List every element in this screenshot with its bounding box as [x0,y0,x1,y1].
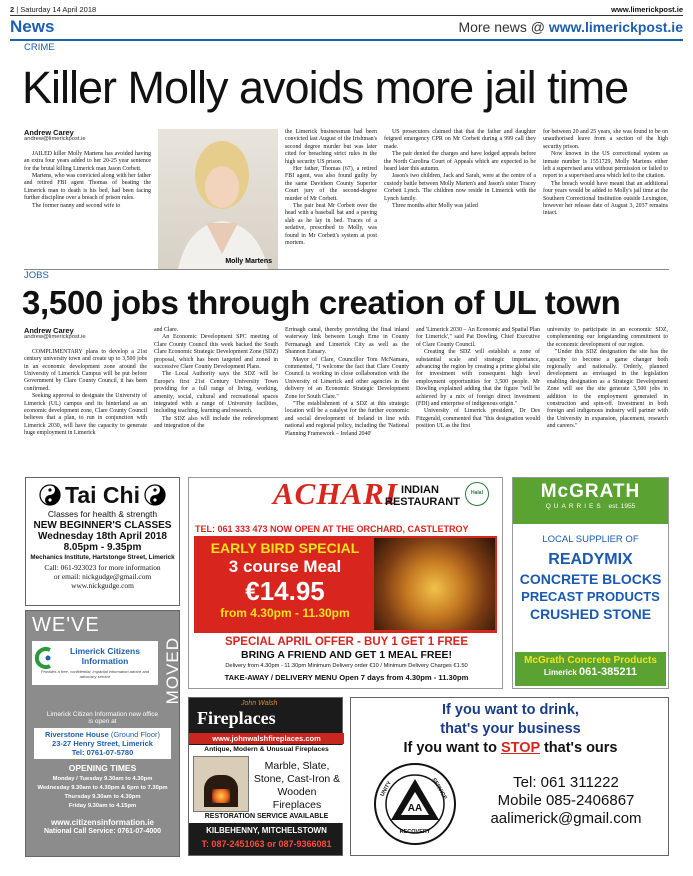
aa-ad[interactable] [350,697,669,856]
bring-friend: BRING A FRIEND AND GET 1 MEAL FREE! [241,649,452,661]
folio: 2 | Saturday 14 April 2018 [10,5,97,14]
citizens-address-card [34,728,171,759]
paragraph: Mayor of Clare, Councillor Tom McNamara, commented, "I welcome the fact that Clare County Council is working in close collaboration with the University of Limerick and other agencies in the delivery of an Economic Strategic Development Zone for South Clare." [285,356,409,400]
taichi-date: Wednesday 18th April 2018 [38,531,167,542]
meal-price: €14.95 [245,576,325,606]
mcgrath-stone: CRUSHED STONE [529,606,652,622]
yin-yang-icon [144,484,166,506]
fireplace-photo [193,756,249,812]
opening-time: Monday / Tuesday 9.30am to 4.30pm [52,776,153,782]
byline-email[interactable]: andrew@limerickpost.ie [24,136,86,143]
paragraph: university to participate in an economic SDZ, complementing our longstanding commitment to the economic development of our region. [547,327,668,348]
fireplaces-materials: Marble, Slate, Stone, Cast-Iron & Wooden Fireplaces [253,760,341,811]
fireplaces-antique: Antique, Modern & Unusual Fireplaces [204,746,329,753]
halal-label: Halal [471,490,483,496]
mcgrath-phone[interactable]: 061-385211 [579,666,638,678]
taichi-time: 8.05pm - 9.35pm [63,542,142,553]
story2-col1 [24,327,147,469]
aa-tel[interactable]: Tel: 061 311222 [513,774,619,791]
fireplaces-ad[interactable] [188,697,343,856]
citizens-addr1-floor: (Ground Floor) [108,730,161,739]
fireplaces-phones[interactable]: T: 087-2451063 or 087-9366081 [201,839,332,849]
aa-logo-left: UNITY [379,780,393,798]
paragraph: The former nanny and second wife to [32,202,121,209]
mcgrath-ad[interactable] [512,477,669,689]
paragraph: Three months after Molly was jailed [392,203,478,210]
paragraph: The Local Authority says the SDZ will be Europe's first 21st Century University Town providing for a full range of living, working, amenity, social, cultural and recreational spaces integrated with a range of University facilities, including teaching, learning and research. [154,371,278,415]
issue-date: Saturday 14 April 2018 [20,5,97,14]
paragraph: "The establishment of a SDZ at this strategic location will be a catalyst for the further economic and social development of Ireland in line with national and regional policy, including the 'National Planning Framework – Ireland 2040' [285,401,409,437]
achari-brand: ACHARI [273,476,398,511]
byline-author: Andrew Carey [24,128,74,137]
opening-time: Friday 9.30am to 4.15pm [68,803,137,809]
photo-caption: Molly Martens [225,258,272,265]
achari-food-photo [374,538,495,630]
citizens-provides: Provides a free, confidential, impartial information advice and advocacy service [40,669,150,679]
citizens-addr2: 23-27 Henry Street, Limerick [52,739,153,748]
citizens-web[interactable]: www.citizensinformation.ie [51,818,154,827]
aa-line3 [351,740,670,756]
mcgrath-sub: QUARRIES [545,503,604,510]
opening-times-title: OPENING TIMES [68,763,137,773]
mcgrath-est: est. 1955 [608,503,636,510]
mcgrath-footer [515,652,666,686]
aa-mobile[interactable]: Mobile 085-2406867 [497,792,635,809]
byline-author: Andrew Carey [24,326,74,335]
paragraph: and Clare. [154,327,179,333]
story2-col2 [154,327,278,469]
story1-headline[interactable]: Killer Molly avoids more jail time [22,62,629,113]
mcgrath-header [513,478,668,524]
early-bird: EARLY BIRD SPECIAL [210,540,360,556]
citizens-name1: Limerick Citizens [70,646,140,656]
aa-logo [373,762,457,846]
aa-logo-right: SERVICE [430,777,448,801]
header-site[interactable]: www.limerickpost.ie [611,5,683,14]
crime-kicker: CRIME [24,42,55,53]
halal-badge [465,482,489,506]
portrait-image [158,129,278,269]
fireplaces-web[interactable]: www.johnwalshfireplaces.com [189,733,344,744]
aa-line3a: If you want to [403,740,501,756]
taichi-tagline: Classes for health & strength [47,509,158,519]
section-title: News [10,17,55,36]
jobs-kicker: JOBS [24,270,49,281]
fireplaces-restoration: RESTORATION SERVICE AVAILABLE [204,813,329,820]
mcgrath-footer-name: McGrath Concrete Products [524,655,657,666]
story2-headline[interactable]: 3,500 jobs through creation of UL town [22,284,621,321]
mcgrath-footer-town: Limerick [543,668,579,677]
mcgrath-blocks: CONCRETE BLOCKS [519,571,662,587]
paragraph: and 'Limerick 2030 – An Economic and Spatial Plan for Limerick'," said Pat Dowling, Chief Executive of Clare County Council. [416,327,540,348]
story1-col1 [24,129,151,269]
citizens-ad[interactable] [25,610,180,857]
fireplaces-brand: Fireplaces [197,708,276,728]
achari-title2: RESTAURANT [385,496,460,508]
more-news[interactable] [458,19,683,35]
opening-time: Thursday 9.30am to 4.30pm [64,794,141,800]
citizens-name2: Information [81,656,129,666]
citizens-notice2: is open at [88,718,117,725]
taichi-email[interactable]: or email: nickgudge@gmail.com [53,572,152,581]
taichi-web[interactable]: www.nickgudge.com [71,581,134,590]
taichi-call: Call: 061-923023 for more information [44,563,161,572]
paragraph: University of Limerick president, Dr Des Fitzgerald, commented that "this designation would position UL as the first [416,408,540,430]
paragraph: for between 20 and 25 years, she was found to be on unauthorised leave from a section of the high security prison. [543,129,668,150]
header-bar [10,39,683,41]
paragraph: Seeking approval to designate the University of Limerick (UL) campus and its hinterland as an economic development zone, Clare County Council believes that a plan, to run in conjunction with Limerick 2030, will have the capacity to generate huge employment in Limerick [24,393,147,437]
paragraph: COMPLIMENTARY plans to develop a 21st century university town and create up to 3,500 jobs in an economic development zone around the University of Limerick Campus will be put before Government by Clare County Council, it has been confirmed. [24,348,147,392]
paragraph: Jason's two children, Jack and Sarah, were at the centre of a custody battle between Molly Marten's and Jason's sister Tracey Corbett Lynch. The children now reside in Limerick with the Lynch family. [384,173,536,202]
story1-col3 [384,129,536,269]
more-news-prefix: More news @ [458,19,549,35]
citizens-tel[interactable]: Tel: 0761-07-5780 [71,748,134,757]
paragraph: The pair denied the charges and have lodged appeals before the North Carolina Court of Appeals which are expected to be heard later this autumn. [384,151,536,173]
story1-col2 [285,129,377,269]
moved-label: MOVED [163,637,182,705]
aa-line2: that's your business [440,721,581,737]
citizens-addr1: Riverstone House [44,730,109,739]
paragraph: Errinagh canal, thereby providing the final inland waterway link between Lough Erne in County Fermanagh and Limerick City as well as the Shannon Estuary. [285,327,409,356]
paragraph: Her father, Thomas (67), a retired FBI agent, was also found guilty by the same Davidson County Superior Court jury of the second-degree murder of Mr Corbett. [285,166,377,202]
paragraph: the Limerick businessman had been convicted last August of the Irishman's second degree murder but was later cited for breaching strict rules in the high security US prison. [285,129,377,165]
byline-email[interactable]: andrew@limerickpost.ie [24,334,86,341]
story2-col3 [285,327,409,469]
paragraph: Creating the SDZ will establish a zone of substantial scale and strategic importance, advancing the region by creating a prime global site for investment with consequent high level employment opportunities for 3,500 people. Mr Dowling explained adding that the figure "will be achieved by a mix of foreign direct investment (FDI) and enterprise of indigenous origin." [416,349,540,408]
meal-hours: from 4.30pm - 11.30pm [220,606,350,620]
paragraph: Martens, who was convicted along with her father and retired FBI agent Thomas of beating the Limerick man to death is his bed, had been facing further discipline over a breach of prison rules. [24,173,151,202]
aa-stop: STOP [500,740,540,756]
paragraph: The SDZ also will include the redevelopment and integration of the [154,415,278,430]
takeaway-menu: TAKE-AWAY / DELIVERY MENU Open 7 days from 4.30pm - 11.30pm [224,673,469,682]
aa-logo-bottom: RECOVERY [399,829,431,835]
taichi-venue: Mechanics Institute, Hartstonge Street, Limerick [30,554,175,561]
weve-label: WE'VE [32,614,100,636]
paragraph: An Economic Development SPC meeting of Clare County Council this week backed the South Clare Economic Strategic Development Zone (SDZ) proposal, which has been targeted and zoned in successive Clare County Development Plans. [154,334,278,371]
paragraph: "Under this SDZ designation the site has the capacity to become a game changer both regionally and nationally. Orderly, planned development as envisaged in the legislation enabling designation as a Strategic Development Zone will see the site generate 3,500 jobs in addition to the employment generated in construction and spin-off. Investment in both foreign and indigenous industry will partner with the University in expansion, placement, research and careers." [547,349,668,430]
course-meal: 3 course Meal [228,557,342,576]
taichi-title: Tai Chi [65,481,140,508]
citizens-notice1: Limerick Citizen Information new office [46,711,159,718]
aa-email[interactable]: aalimerick@gmail.com [490,810,642,827]
taichi-classes: NEW BEGINNER'S CLASSES [33,520,172,531]
mcgrath-readymix: READYMIX [548,551,633,568]
paragraph: The breach would have meant that an additional four years would be added to Molly's jail time at the Southern Correctional Institution outside Lexington, however her release date of August 3, 2037 remains intact. [543,180,668,217]
page-number: 2 [10,5,15,14]
achari-tel: TEL: 061 333 473 NOW OPEN AT THE ORCHARD, CASTLETROY [195,524,469,534]
paragraph: US prosecutors claimed that that the father and daughter feigned emergency CPR on Mr Corbett during a 999 call they made. [384,129,536,150]
achari-title1: INDIAN [401,484,439,496]
story2-col4 [416,327,540,469]
paragraph: The pair beat Mr Corbett over the head with a baseball bat and a paving slab as he lay in bed. Traces of a sedative, prescribed to Molly, was found in Mr Corbett's system at post mortem. [285,203,377,247]
more-news-link[interactable]: www.limerickpost.ie [548,19,683,35]
mcgrath-precast: PRECAST PRODUCTS [521,589,660,604]
opening-time: Wednesday 9.30am to 4.30pm & 6pm to 7.30pm [37,785,168,791]
aa-line1: If you want to drink, [442,702,579,718]
paragraph: JAILED killer Molly Martens has avoided having an extra four years added to her 20-25 year sentence for the brutal killing Limerick man Jason Corbett. [24,150,151,172]
fireplaces-location: KILBEHENNY, MITCHELSTOWN [206,826,327,835]
citizens-national[interactable]: National Call Service: 0761-07-4000 [43,828,162,835]
molly-photo [158,129,278,269]
paragraph: Now known in the US correctional system as inmate number is 1551729, Molly Martens either left a supervised area without permission or failed to report to a supervised area which led to the citation. [543,151,668,180]
mcgrath-brand: McGRATH [540,481,641,502]
yin-yang-icon [39,484,61,506]
taichi-ad[interactable] [25,477,180,606]
citizens-logo-icon [36,647,52,669]
svg-text:AA: AA [407,803,423,814]
aa-line3b: that's ours [539,740,618,756]
april-offer: SPECIAL APRIL OFFER - BUY 1 GET 1 FREE [224,636,469,648]
delivery-info: Delivery from 4.30pm - 11.30pm Minimum Delivery order €10 / Minimum Delivery Charges €1.50 [225,663,468,669]
story1-col4 [543,129,668,269]
story2-col5 [547,327,668,469]
mcgrath-local: LOCAL SUPPLIER OF [542,534,639,545]
fireplaces-owner: John Walsh [241,700,278,707]
achari-ad[interactable] [188,477,503,689]
citizens-logo-card [32,641,158,685]
